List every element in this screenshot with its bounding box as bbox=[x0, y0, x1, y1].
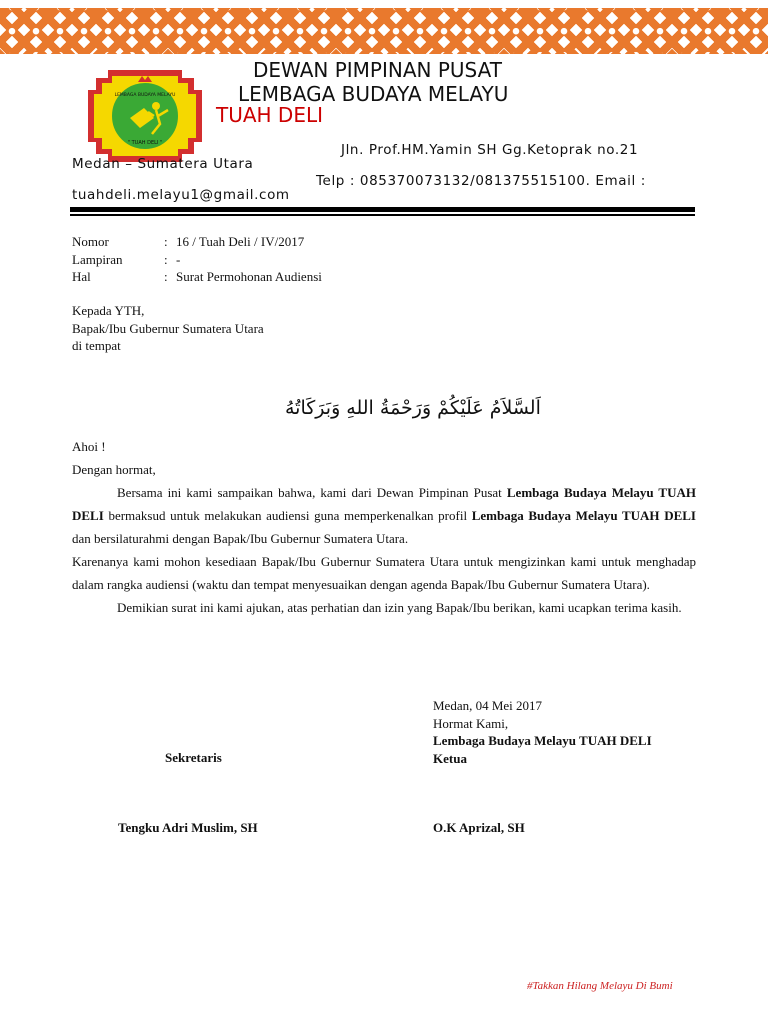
p1-text-a: Bersama ini kami sampaikan bahwa, kami dari Dewan Pimpinan Pusat bbox=[117, 485, 507, 500]
p1-text-e: dan bersilaturahmi dengan Bapak/Ibu Gubernur Sumatera Utara. bbox=[72, 531, 409, 546]
greeting-ahoi: Ahoi ! bbox=[72, 439, 106, 454]
logo-top-text: LEMBAGA BUDAYA MELAYU bbox=[114, 93, 176, 98]
org-line-3: TUAH DELI bbox=[216, 103, 324, 127]
address: Jln. Prof.HM.Yamin SH Gg.Ketoprak no.21 bbox=[341, 142, 639, 158]
letter-body bbox=[72, 435, 696, 619]
recipient-line-3: di tempat bbox=[72, 338, 121, 353]
secretary-name: Tengku Adri Muslim, SH bbox=[118, 820, 258, 835]
meta-row-hal bbox=[72, 268, 322, 286]
phone: Telp : 085370073132/081375515100. Email : bbox=[316, 173, 646, 189]
salam-text: اَلسَّلاَمُ عَلَيْكُمْ وَرَحْمَةُ اللهِ وَبَرَكَاتُهُ bbox=[285, 397, 541, 419]
meta-value: - bbox=[176, 251, 181, 267]
letter-meta bbox=[72, 233, 322, 286]
header-rule-thick bbox=[70, 207, 695, 212]
recipient-line-1: Kepada YTH, bbox=[72, 303, 145, 318]
chair-name: O.K Aprizal, SH bbox=[433, 820, 525, 835]
paragraph-1 bbox=[72, 481, 696, 550]
city: Medan – Sumatera Utara bbox=[72, 156, 254, 172]
meta-value: Surat Permohonan Audiensi bbox=[176, 269, 322, 284]
organization-logo bbox=[78, 68, 212, 164]
meta-label: Nomor bbox=[72, 234, 109, 249]
meta-value: 16 / Tuah Deli / IV/2017 bbox=[176, 234, 305, 249]
logo-bottom-text: " TUAH DELI " bbox=[127, 140, 163, 146]
paragraph-3: Demikian surat ini kami ajukan, atas perhatian dan izin yang Bapak/Ibu berikan, kami ucapkan terima kasih. bbox=[117, 600, 682, 615]
meta-colon: : bbox=[164, 251, 168, 267]
meta-label: Lampiran bbox=[72, 251, 123, 267]
place-date: Medan, 04 Mei 2017 bbox=[433, 698, 543, 713]
chair-title: Ketua bbox=[433, 750, 467, 766]
meta-colon: : bbox=[164, 269, 168, 284]
p1-org-name-2: Lembaga Budaya Melayu TUAH DELI bbox=[471, 508, 696, 523]
signature-block-right bbox=[433, 697, 652, 767]
header-rule-thin bbox=[70, 214, 695, 216]
meta-row-nomor bbox=[72, 233, 322, 251]
meta-colon: : bbox=[164, 234, 168, 249]
closing: Hormat Kami, bbox=[433, 715, 509, 731]
p1-org-name-1: Lembaga Budaya Melayu TUAH DELI bbox=[72, 485, 696, 523]
org-line-1: DEWAN PIMPINAN PUSAT bbox=[253, 58, 502, 82]
paragraph-2: Karenanya kami mohon kesediaan Bapak/Ibu Gubernur Sumatera Utara untuk mengizinkan kami untuk menghadap dalam rangka audiensi (waktu dan tempat menyesuaikan dengan agenda Bapak/Ibu Gubernur Sumatera Utara). bbox=[72, 554, 696, 592]
signature-org: Lembaga Budaya Melayu TUAH DELI bbox=[433, 733, 652, 748]
p1-text-c: bermaksud untuk melakukan audiensi guna memperkenalkan profil bbox=[103, 508, 472, 523]
secretary-title: Sekretaris bbox=[165, 750, 222, 765]
arabic-salam-calligraphy bbox=[70, 388, 541, 424]
meta-row-lampiran bbox=[72, 251, 322, 269]
footer-tagline: #Takkan Hilang Melayu Di Bumi bbox=[527, 980, 673, 992]
meta-label: Hal bbox=[72, 269, 91, 284]
org-line-2: LEMBAGA BUDAYA MELAYU bbox=[238, 82, 509, 106]
email: tuahdeli.melayu1@gmail.com bbox=[72, 187, 290, 203]
recipient-block bbox=[72, 302, 264, 355]
recipient-line-2: Bapak/Ibu Gubernur Sumatera Utara bbox=[72, 320, 264, 336]
decorative-border bbox=[0, 8, 768, 54]
greeting-hormat: Dengan hormat, bbox=[72, 462, 156, 477]
